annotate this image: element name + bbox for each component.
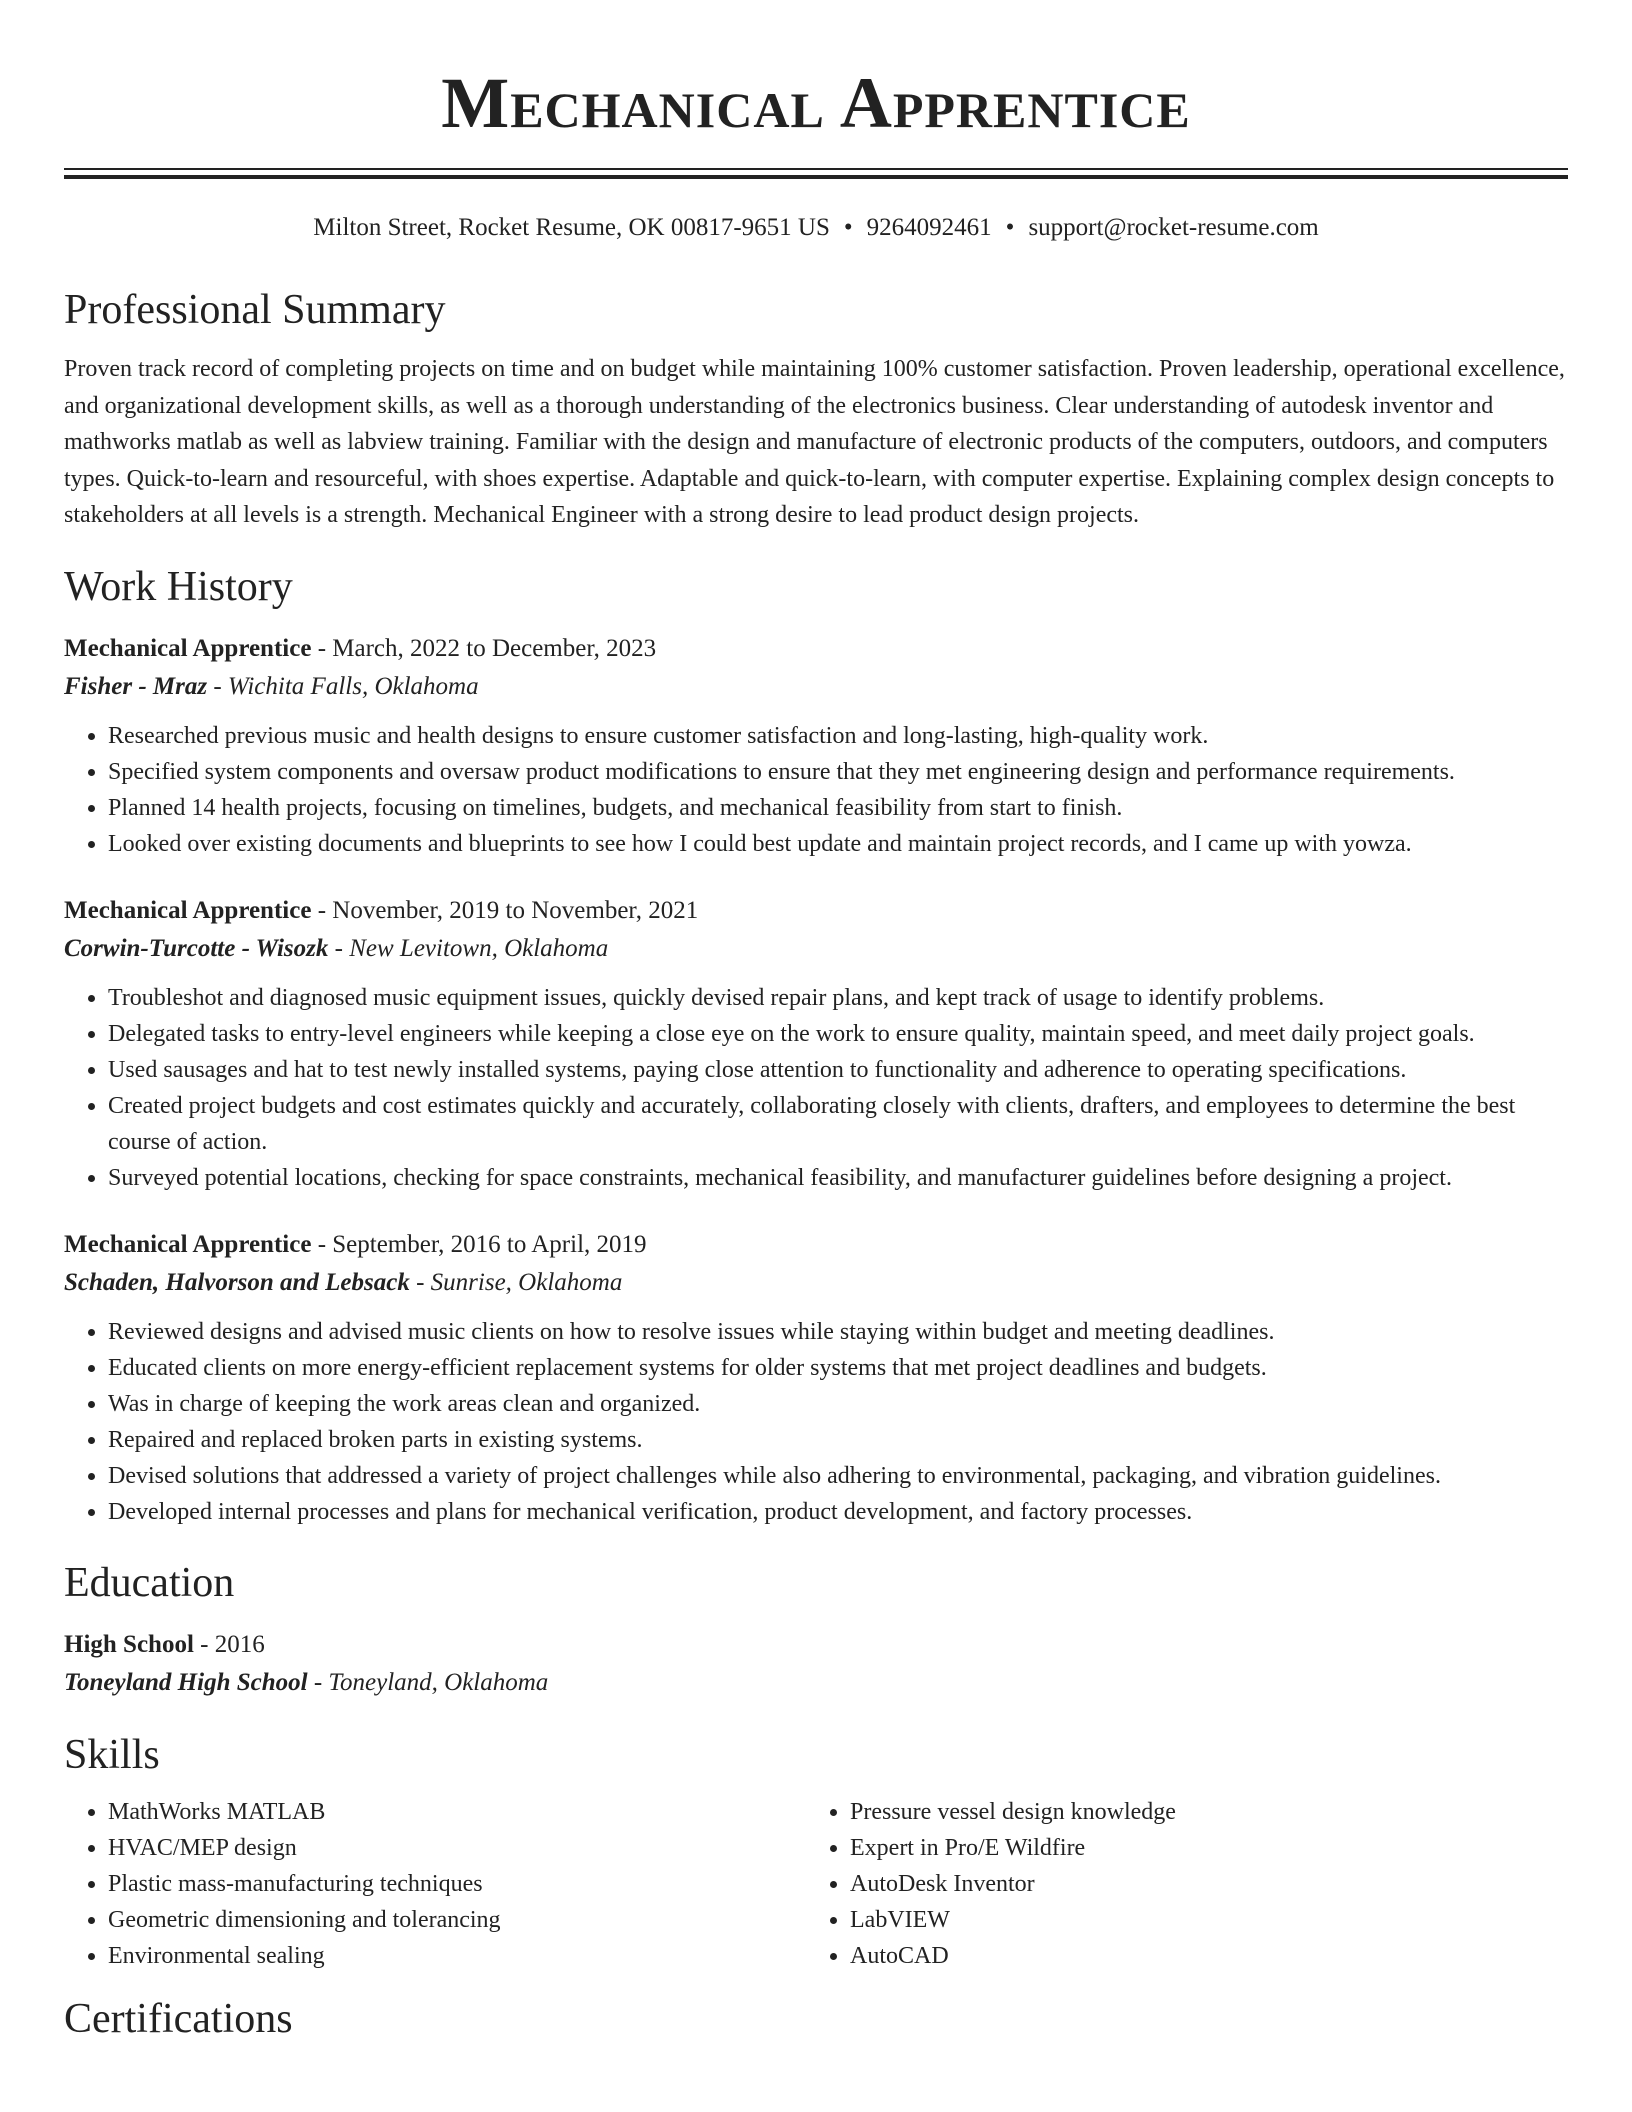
job-title-line	[64, 892, 1568, 930]
job-entry	[64, 892, 1568, 1196]
contact-email: support@rocket-resume.com	[1028, 214, 1319, 241]
job-dates: - November, 2019 to November, 2021	[311, 896, 699, 924]
job-bullet: • Used sausages and hat to test newly installed systems, paying close attention to functionality and adherence to operating specifications.	[108, 1052, 1568, 1088]
contact-separator: •	[843, 214, 853, 241]
education-location: - Toneyland, Oklahoma	[307, 1668, 549, 1696]
summary-heading: Professional Summary	[64, 287, 446, 333]
header-divider-thin	[64, 168, 1568, 170]
skills-list	[64, 1794, 1568, 1974]
skill-item: • LabVIEW	[850, 1902, 1548, 1938]
job-dates: - March, 2022 to December, 2023	[311, 634, 657, 662]
job-position: Mechanical Apprentice	[64, 1230, 312, 1258]
job-bullet: • Was in charge of keeping the work areas clean and organized.	[108, 1386, 1568, 1422]
job-entry	[64, 1226, 1568, 1530]
job-company: Fisher - Mraz	[64, 672, 208, 700]
job-bullet: • Researched previous music and health designs to ensure customer satisfaction and long-lasting, high-quality work.	[108, 718, 1568, 754]
job-bullet: • Surveyed potential locations, checking for space constraints, mechanical feasibility, and manufacturer guidelines before designing a project.	[108, 1160, 1568, 1196]
job-bullets	[64, 1314, 1568, 1530]
job-company-line	[64, 1264, 1568, 1302]
job-company: Schaden, Halvorson and Lebsack	[64, 1268, 410, 1296]
contact-separator: •	[1005, 214, 1015, 241]
job-title-line	[64, 1226, 1568, 1264]
contact-address: Milton Street, Rocket Resume, OK 00817-9651 US	[313, 214, 830, 241]
resume-page	[64, 0, 1568, 2044]
job-bullet: • Educated clients on more energy-efficient replacement systems for older systems that met project deadlines and budgets.	[108, 1350, 1568, 1386]
job-title-line	[64, 630, 1568, 668]
certifications-heading: Certifications	[64, 1995, 293, 2042]
skill-item: • Expert in Pro/E Wildfire	[850, 1830, 1548, 1866]
skill-item: • Plastic mass-manufacturing techniques	[108, 1866, 806, 1902]
education-school-line	[64, 1664, 1568, 1702]
skill-item: • AutoDesk Inventor	[850, 1866, 1548, 1902]
skill-item: • MathWorks MATLAB	[108, 1794, 806, 1830]
education-entry	[64, 1626, 1568, 1702]
skill-item: • AutoCAD	[850, 1938, 1548, 1974]
contact-phone: 9264092461	[866, 214, 992, 241]
job-position: Mechanical Apprentice	[64, 896, 312, 924]
job-bullet: • Created project budgets and cost estimates quickly and accurately, collaborating closely with clients, drafters, and employees to determine the best course of action.	[108, 1088, 1568, 1160]
job-location: - Sunrise, Oklahoma	[409, 1268, 623, 1296]
job-bullet: • Looked over existing documents and blueprints to see how I could best update and maintain project records, and I came up with yowza.	[108, 826, 1568, 862]
education-school: Toneyland High School	[64, 1668, 308, 1696]
skills-heading: Skills	[64, 1731, 160, 1778]
job-bullets	[64, 980, 1568, 1196]
job-bullet: • Troubleshot and diagnosed music equipment issues, quickly devised repair plans, and kept track of usage to identify problems.	[108, 980, 1568, 1016]
skill-item: • HVAC/MEP design	[108, 1830, 806, 1866]
education-year: - 2016	[193, 1630, 265, 1658]
job-bullet: • Specified system components and oversaw product modifications to ensure that they met engineering design and performance requirements.	[108, 754, 1568, 790]
job-entry	[64, 630, 1568, 862]
job-bullet: • Planned 14 health projects, focusing on timelines, budgets, and mechanical feasibility from start to finish.	[108, 790, 1568, 826]
job-bullet: • Developed internal processes and plans for mechanical verification, product development, and factory processes.	[108, 1494, 1568, 1530]
skills-column-right	[806, 1794, 1548, 1974]
education-degree-line	[64, 1626, 1568, 1664]
job-company-line	[64, 668, 1568, 706]
education-degree: High School	[64, 1630, 194, 1658]
skill-item: • Geometric dimensioning and tolerancing	[108, 1902, 806, 1938]
contact-line	[64, 213, 1568, 243]
work-history-heading: Work History	[64, 563, 293, 610]
header-divider-thick	[64, 175, 1568, 179]
resume-name: Mechanical Apprentice	[441, 63, 1191, 143]
education-heading: Education	[64, 1559, 235, 1606]
job-bullet: • Devised solutions that addressed a variety of project challenges while also adhering to environmental, packaging, and vibration guidelines.	[108, 1458, 1568, 1494]
job-company-line	[64, 930, 1568, 968]
skills-column-left	[64, 1794, 806, 1974]
job-bullet: • Repaired and replaced broken parts in existing systems.	[108, 1422, 1568, 1458]
skill-item: • Environmental sealing	[108, 1938, 806, 1974]
job-location: - Wichita Falls, Oklahoma	[207, 672, 479, 700]
job-bullet: • Delegated tasks to entry-level engineers while keeping a close eye on the work to ensure quality, maintain speed, and meet daily project goals.	[108, 1016, 1568, 1052]
job-position: Mechanical Apprentice	[64, 634, 312, 662]
job-bullets	[64, 718, 1568, 862]
skill-item: • Pressure vessel design knowledge	[850, 1794, 1548, 1830]
job-location: - New Levitown, Oklahoma	[328, 934, 609, 962]
job-company: Corwin-Turcotte - Wisozk	[64, 934, 329, 962]
job-dates: - September, 2016 to April, 2019	[311, 1230, 647, 1258]
job-bullet: • Reviewed designs and advised music clients on how to resolve issues while staying within budget and meeting deadlines.	[108, 1314, 1568, 1350]
summary-text: Proven track record of completing projects on time and on budget while maintaining 100% customer satisfaction. Proven leadership, operational excellence, and organizational development skills, as well as a thorough understanding of the electronics business. Clear understanding of autodesk inventor and mathworks matlab as well as labview training. Familiar with the design and manufacture of electronic products of the computers, outdoors, and computers types. Quick-to-learn and resourceful, with shoes expertise. Adaptable and quick-to-learn, with computer expertise. Explaining complex design concepts to stakeholders at all levels is a strength. Mechanical Engineer with a strong desire to lead product design projects.	[64, 356, 1565, 528]
